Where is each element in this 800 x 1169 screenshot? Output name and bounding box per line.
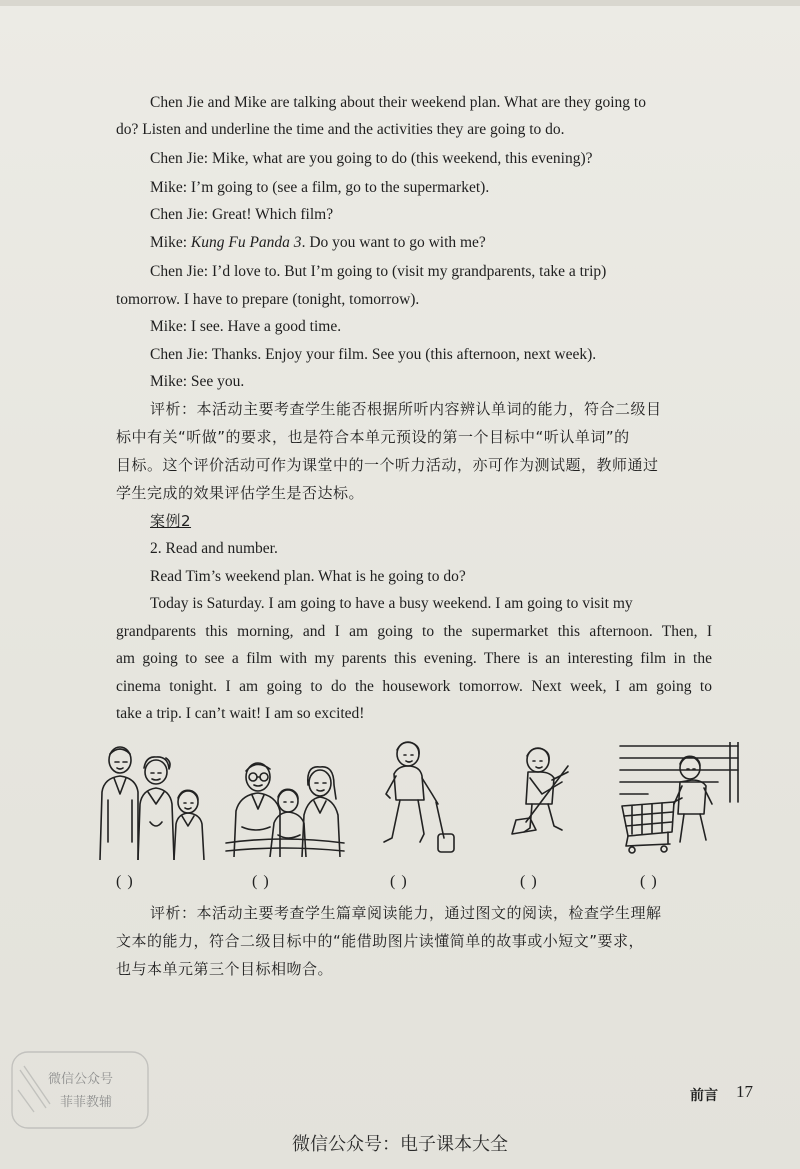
answer-blank[interactable]: ( )	[116, 873, 134, 890]
cinema-illustration	[222, 755, 346, 857]
reading-line: grandparents this morning, and I am going to the supermarket this afternoon. Then, I	[116, 623, 712, 640]
answer-blank[interactable]: ( )	[640, 873, 658, 890]
comment-line: 学生完成的效果评估学生是否达标。	[116, 484, 365, 502]
watermark-logo-icon	[10, 1050, 150, 1130]
page-fold-shadow	[0, 0, 800, 6]
page-number: 17	[736, 1082, 753, 1101]
reading-line: cinema tonight. I am going to do the housework tomorrow. Next week, I am going to	[116, 678, 712, 695]
dialogue-text: . Do you want to go with me?	[301, 234, 486, 251]
dialogue-line: Mike: I’m going to (see a film, go to the supermarket).	[150, 179, 490, 196]
comment-line: 标中有关“听做”的要求，也是符合本单元预设的第一个目标中“听认单词”的	[116, 428, 630, 446]
film-title: Kung Fu Panda 3	[190, 234, 302, 251]
intro-line-2: do? Listen and underline the time and the activities they are going to do.	[116, 121, 565, 138]
answer-blank[interactable]: ( )	[252, 873, 270, 890]
speaker: Mike:	[150, 234, 191, 251]
comment-line: 文本的能力，符合二级目标中的“能借助图片读懂简单的故事或小短文”要求，	[116, 932, 645, 950]
comment-line: 目标。这个评价活动可作为课堂中的一个听力活动，亦可作为测试题，教师通过	[116, 456, 659, 474]
dialogue-line: Chen Jie: Thanks. Enjoy your film. See you (this afternoon, next week).	[150, 346, 597, 363]
watermark-line: 菲菲教辅	[60, 1095, 113, 1110]
reading-line: am going to see a film with my parents this evening. There is an interesting film in the	[116, 650, 712, 667]
dialogue-line: Mike: See you.	[150, 373, 245, 390]
section-name: 前言	[690, 1088, 718, 1104]
answer-blank[interactable]: ( )	[520, 873, 538, 890]
answer-blank[interactable]: ( )	[390, 873, 408, 890]
comment-line: 评析：本活动主要考查学生能否根据所听内容辨认单词的能力，符合二级目	[150, 400, 662, 418]
task-title: 2. Read and number.	[150, 540, 278, 557]
comment-line: 也与本单元第三个目标相吻合。	[116, 960, 334, 978]
reading-line: take a trip. I can’t wait! I am so excited!	[116, 705, 365, 722]
grandparents-illustration	[92, 742, 212, 860]
dialogue-line: Chen Jie: Great! Which film?	[150, 206, 334, 223]
dialogue-line: Chen Jie: Mike, what are you going to do (this weekend, this evening)?	[150, 150, 593, 167]
watermark-line: 微信公众号	[48, 1072, 114, 1087]
trip-illustration	[378, 738, 460, 854]
dialogue-line: Chen Jie: I’d love to. But I’m going to (visit my grandparents, take a trip)	[150, 263, 607, 280]
case-label: 案例2	[150, 512, 192, 530]
task-question: Read Tim’s weekend plan. What is he going to do?	[150, 568, 466, 585]
reading-line: Today is Saturday. I am going to have a busy weekend. I am going to visit my	[150, 595, 633, 612]
intro-line-1: Chen Jie and Mike are talking about their weekend plan. What are they going to	[150, 94, 646, 111]
bottom-caption: 微信公众号：电子课本大全	[292, 1134, 508, 1155]
comment-line: 评析：本活动主要考查学生篇章阅读能力，通过图文的阅读，检查学生理解	[150, 904, 662, 922]
dialogue-line-film	[150, 229, 486, 257]
dialogue-line: Mike: I see. Have a good time.	[150, 318, 342, 335]
supermarket-illustration	[618, 742, 744, 854]
housework-illustration	[506, 742, 590, 838]
dialogue-line: tomorrow. I have to prepare (tonight, tomorrow).	[116, 291, 420, 308]
